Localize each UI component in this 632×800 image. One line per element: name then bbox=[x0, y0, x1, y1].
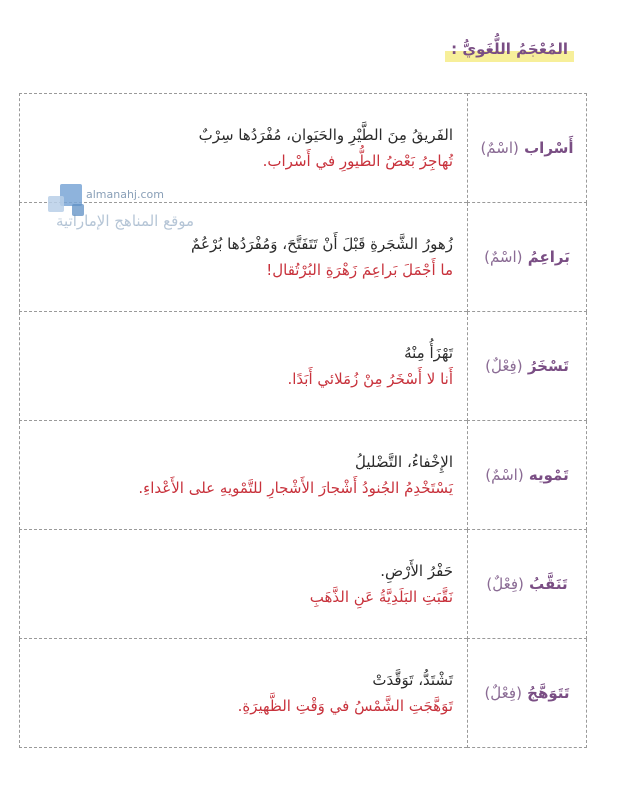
word-cell bbox=[468, 203, 587, 312]
watermark-name: موقع المناهج الإماراتية bbox=[56, 212, 195, 230]
definition-cell bbox=[20, 421, 468, 530]
word-pos: (اسْمٌ) bbox=[484, 248, 523, 266]
word-text: تَمْويه bbox=[528, 466, 569, 484]
table-row bbox=[20, 639, 587, 748]
word-cell bbox=[468, 421, 587, 530]
table-row bbox=[20, 312, 587, 421]
example-sentence: أَنا لا أَسْخَرُ مِنْ زُمَلائي أَبَدًا. bbox=[287, 370, 453, 388]
definition-text: حَفْرُ الأَرْضِ. bbox=[380, 562, 453, 580]
definition-text: زُهورُ الشَّجَرةِ قَبْلَ أَنْ تَتَفَتَّحَ، وَمُفْرَدُها بُرْعُمٌ bbox=[191, 235, 453, 253]
definition-cell bbox=[20, 639, 468, 748]
definition-text: تَهْزَأُ مِنْهُ bbox=[404, 344, 453, 362]
definition-cell bbox=[20, 312, 468, 421]
example-sentence: يَسْتَخْدِمُ الجُنودُ أَشْجارَ الأَشْجارِ للتَّمْويهِ على الأَعْداءِ. bbox=[138, 479, 453, 497]
word-text: تَسْخَرُ bbox=[527, 357, 569, 375]
word-pos: (اسْمٌ) bbox=[485, 466, 524, 484]
word-text: تَنَقَّبُ bbox=[529, 575, 568, 593]
watermark bbox=[48, 182, 198, 252]
word-cell bbox=[468, 94, 587, 203]
definition-text: الإِخْفاءُ، التَّضْليلُ bbox=[355, 453, 453, 471]
example-sentence: ما أَجْمَلَ بَراعِمَ زَهْرَةِ البُرْتُقال! bbox=[266, 261, 453, 279]
watermark-logo-icon bbox=[48, 196, 64, 212]
word-text: بَراعِمُ bbox=[527, 248, 570, 266]
word-text: أَسْراب bbox=[524, 139, 574, 157]
word-pos: (اسْمٌ) bbox=[480, 139, 519, 157]
word-pos: (فِعْلٌ) bbox=[486, 575, 524, 593]
definition-text: تَشْتَدُّ، تَوَقَّدَتْ bbox=[372, 671, 453, 689]
word-pos: (فِعْلٌ) bbox=[484, 684, 522, 702]
page-title: المُعْجَمُ اللُّغَويُّ : bbox=[445, 38, 574, 62]
table-row bbox=[20, 530, 587, 639]
word-pos: (فِعْلٌ) bbox=[485, 357, 523, 375]
word-text: تَتَوَهَّجُ bbox=[527, 684, 570, 702]
word-cell bbox=[468, 639, 587, 748]
definition-cell bbox=[20, 530, 468, 639]
word-cell bbox=[468, 530, 587, 639]
example-sentence: تَوَهَّجَتِ الشَّمْسُ في وَقْتِ الظَّهيرَةِ. bbox=[237, 697, 453, 715]
example-sentence: تُهاجِرُ بَعْضُ الطُّيورِ في أَسْراب. bbox=[262, 152, 453, 170]
watermark-url: almanahj.com bbox=[86, 188, 164, 201]
table-row bbox=[20, 421, 587, 530]
word-cell bbox=[468, 312, 587, 421]
example-sentence: نَقَّبَتِ البَلَدِيَّةُ عَنِ الذَّهَبِ bbox=[309, 588, 453, 606]
definition-text: الفَريقُ مِنَ الطَّيْرِ والحَيَوان، مُفْرَدُها سِرْبٌ bbox=[198, 126, 453, 144]
